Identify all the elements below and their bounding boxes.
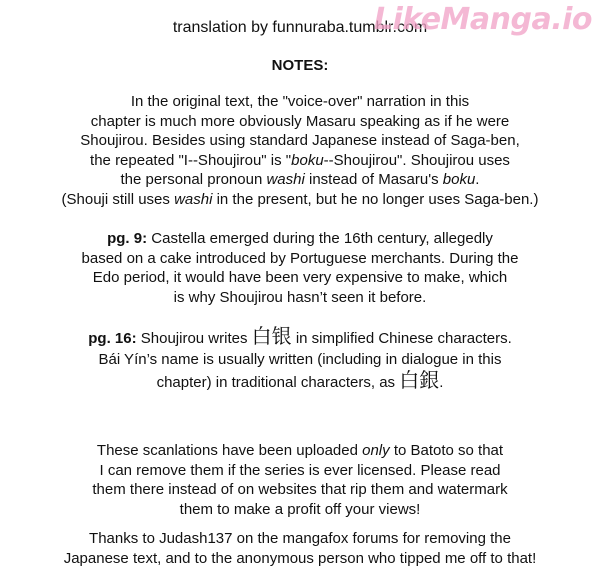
- pg16-label: pg. 16:: [88, 330, 137, 347]
- intro-line-5-c: .: [475, 171, 480, 189]
- pg9-line-2: based on a cake introduced by Portuguese merchants. During the: [81, 249, 519, 267]
- traditional-chars: 白銀: [399, 368, 440, 393]
- intro-line-5-em2: boku: [442, 171, 476, 189]
- intro-line-5-em1: washi: [266, 171, 305, 189]
- intro-line-4-b: --Shoujirou". Shoujirou uses: [323, 151, 510, 169]
- pg9-line-4: is why Shoujirou hasn’t seen it before.: [173, 288, 427, 306]
- thanks-note: [0, 529, 600, 568]
- pg9-label: pg. 9:: [107, 230, 148, 247]
- notes-heading: NOTES:: [271, 57, 329, 74]
- scanlation-notice: [0, 441, 600, 519]
- pg16-line-1-a: Shoujirou writes: [136, 330, 252, 347]
- pg16-line-3: [0, 370, 600, 393]
- scanlation-line-1-em: only: [362, 442, 390, 459]
- pg9-line-1: [0, 229, 600, 249]
- scanlation-line-2: I can remove them if the series is ever licensed. Please read: [99, 461, 501, 479]
- intro-line-6-b: in the present, but he no longer uses Saga-ben.): [212, 190, 539, 208]
- pg9-line-1-text: Castella emerged during the 16th century, allegedly: [147, 230, 493, 247]
- intro-line-5: [0, 170, 600, 190]
- scanlation-line-1-a: These scanlations have been uploaded: [96, 442, 363, 459]
- intro-line-5-b: instead of Masaru's: [304, 171, 443, 189]
- pg16-line-1: [0, 326, 600, 349]
- intro-line-3: Shoujirou. Besides using standard Japanese instead of Saga-ben,: [80, 132, 520, 150]
- pg16-line-3-b: .: [439, 374, 444, 392]
- scanlation-line-4: them to make a profit off your views!: [179, 500, 421, 518]
- pg9-line-3: Edo period, it would have been very expensive to make, which: [92, 269, 508, 287]
- intro-line-2: chapter is much more obviously Masaru speaking as if he were: [90, 112, 510, 130]
- intro-line-1: In the original text, the "voice-over" narration in this: [130, 93, 470, 110]
- scanlation-line-3: them there instead of on websites that rip them and watermark: [92, 481, 508, 499]
- intro-paragraph: [0, 92, 600, 210]
- intro-line-6-a: (Shouji still uses: [61, 190, 175, 208]
- site-watermark: [374, 2, 592, 37]
- pg16-line-2: Bái Yín’s name is usually written (including in dialogue in this: [98, 350, 502, 368]
- pg16-line-3-a: chapter) in traditional characters, as: [156, 374, 400, 392]
- intro-line-4-a: the repeated "I--Shoujirou" is ": [90, 151, 292, 169]
- watermark-text: LikeManga.io: [373, 2, 592, 37]
- credit-text: translation by funnuraba.tumblr.com: [172, 19, 428, 36]
- intro-line-4: [0, 151, 600, 171]
- pg9-note: [0, 229, 600, 307]
- intro-line-6-em: washi: [174, 190, 213, 208]
- pg16-note: [0, 326, 600, 393]
- intro-line-6: [0, 190, 600, 210]
- pg16-line-1-b: in simplified Chinese characters.: [291, 330, 512, 347]
- thanks-line-2: Japanese text, and to the anonymous person who tipped me off to that!: [63, 549, 537, 567]
- thanks-line-1: Thanks to Judash137 on the mangafox forums for removing the: [89, 530, 511, 547]
- scanlation-line-1: [0, 441, 600, 461]
- intro-line-5-a: the personal pronoun: [120, 171, 267, 189]
- simplified-chars: 白银: [251, 324, 292, 348]
- scanlation-line-1-b: to Batoto so that: [389, 442, 504, 459]
- intro-line-4-em: boku: [291, 151, 324, 169]
